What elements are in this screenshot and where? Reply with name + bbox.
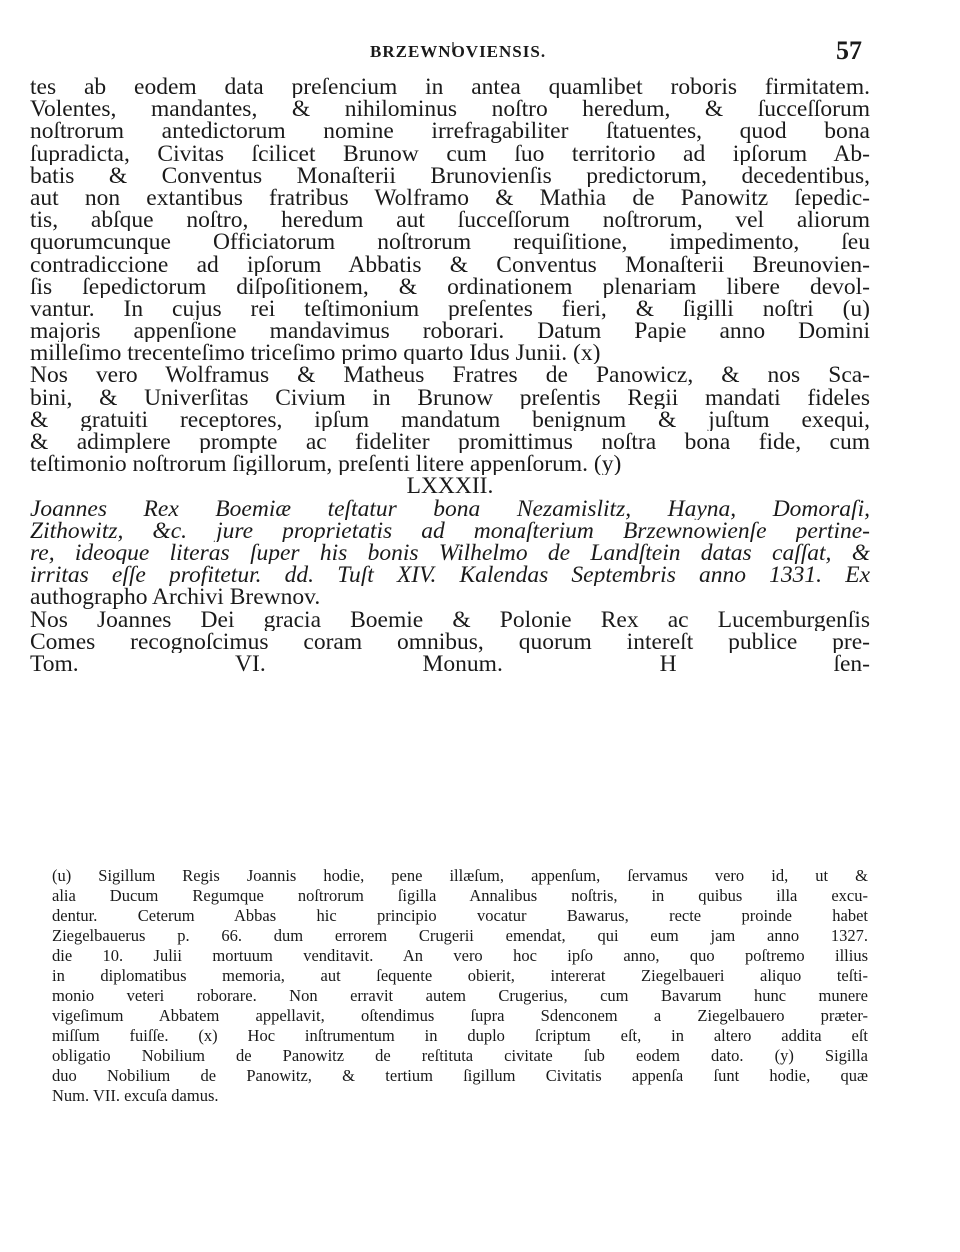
text-line: Nos Joannes Dei gracia Boemie & Polonie Rex ac Lucemburgenſis [30,608,870,631]
footnotes-block [52,866,868,1106]
text-line: Comes recognoſcimus coram omnibus, quorum intereſt publice pre- [30,630,870,653]
text-line: vantur. In cujus rei teſtimonium preſentes fieri, & ſigilli noſtri (u) [30,297,870,321]
footnote-line: Ziegelbauerus p. 66. dum errorem Crugerii emendat, qui eum jam anno 1327. [52,926,868,945]
text-line: noſtrorum antedictorum nomine irrefragabiliter ſtatuentes, quod bona [30,120,870,143]
text-line: & gratuiti receptores, ipſum mandatum benignum & juſtum exequi, [30,408,870,431]
text-line: authographo Archivi Brewnov. [30,586,321,609]
text-line: tes ab eodem data preſencium in antea quamlibet roboris firmitatem. [30,76,870,99]
text-line: ſupradicta, Civitas ſcilicet Brunow cum ſuo territorio ad ipſorum Ab- [30,142,870,165]
page-number: 57 [836,36,862,65]
text-line: aut non extantibus fratribus Wolframo & Mathia de Panowitz ſepedic- [30,186,870,210]
footnote-line: miſſum fuiſſe. (x) Hoc inſtrumentum in duplo ſcriptum eſt, in altero addita eſt [52,1026,868,1045]
text-line: quorumcunque Officiatorum noſtrorum requiſitione, impedimento, ſeu [30,231,870,254]
footnote-line: (u) Sigillum Regis Joannis hodie, pene illæſum, appenſum, ſervamus vero id, ut & [52,866,868,885]
text-line: contradiccione ad ipſorum Abbatis & Conventus Monaſterii Breunovien- [30,253,870,276]
summary-line: re, ideoque literas ſuper his bonis Wilhelmo de Landſtein datas caſſat, & [30,541,870,565]
text-line: batis & Conventus Monaſterii Brunovienſis predictorum, decedentibus, [30,164,870,187]
text-line: milleſimo trecenteſimo triceſimo primo quarto Idus Junii. (x) [30,342,601,365]
footnote-line: obligatio Nobilium de Panowitz de reſtituta civitate ſub eodem dato. (y) Sigilla [52,1046,868,1065]
footnote-line: monio veteri roborare. Non erravit autem Crugerius, cum Bavarum hunc munere [52,986,868,1005]
footnote-line: Num. VII. excuſa damus. [52,1086,219,1105]
text-line: tis, abſque noſtro, heredum aut ſucceſſorum noſtrorum, vel aliorum [30,209,870,232]
footnote-line: die 10. Julii mortuum venditavit. An vero hoc ipſo anno, quo poſtremo illius [52,946,868,965]
footnote-line: in diplomatibus memoria, aut ſequente obierit, intererat Ziegelbaueri aliquo teſti- [52,966,868,985]
signature-line: Tom. VI. Monum. H ſen- [30,652,870,676]
text-line: Volentes, mandantes, & nihilominus noſtro heredum, & ſucceſſorum [30,98,870,121]
footnote-line: dentur. Ceterum Abbas hic principio vocatur Bawarus, recte proinde habet [52,906,868,925]
text-line: majoris appenſione mandavimus roborari. Datum Papie anno Domini [30,320,870,343]
footnote-line: alia Ducum Regumque noſtrorum ſigilla Annalibus noſtris, in quibus illa excu- [52,886,868,905]
text-line: teſtimonio noſtrorum ſigillorum, preſenti litere appenſorum. (y) [30,453,622,476]
text-line: bini, & Univerſitas Civium in Brunow preſentis Regii mandati fideles [30,386,870,409]
summary-line: irritas eſſe profitetur. dd. Tuſt XIV. Kalendas Septembris anno 1331. Ex [30,564,870,587]
running-title: BRZEWNOVIENSIS. [370,42,547,61]
text-line: Nos vero Wolframus & Matheus Fratres de Panowicz, & nos Sca- [30,364,870,387]
document-number-heading: LXXXII. [406,475,494,498]
text-line: ſis ſepedictorum diſpoſitionem, & ordinationem plenariam libere devol- [30,275,870,298]
text-line: & adimplere prompte ac fideliter promittimus noſtra bona fide, cum [30,431,870,454]
footnote-line: duo Nobilium de Panowitz, & tertium ſigillum Civitatis appenſa ſunt hodie, quæ [52,1066,868,1085]
footnote-line: vigeſimum Abbatem appellavit, oſtendimus ſupra Sdenconem a Ziegelbauero præter- [52,1006,868,1025]
summary-line: Joannes Rex Boemiæ teſtatur bona Nezamislitz, Hayna, Domoraſi, [30,497,870,520]
running-head [0,36,960,66]
summary-line: Zithowitz, &c. jure proprietatis ad monaſterium Brzewnowienſe pertine- [30,519,870,542]
main-text-block [30,76,870,675]
